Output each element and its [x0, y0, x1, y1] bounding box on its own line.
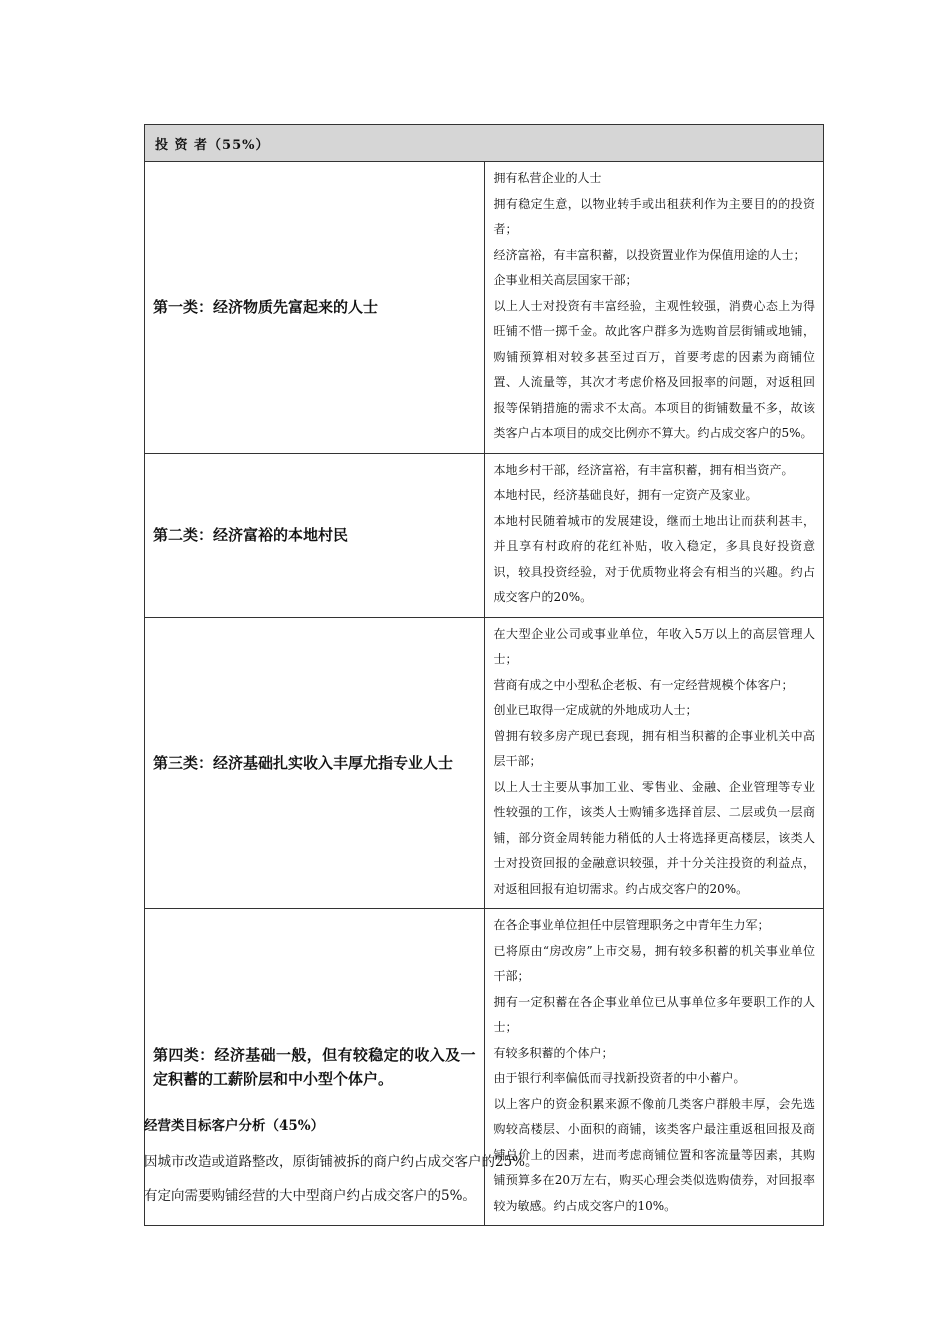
- description-line: 已将原由“房改房”上市交易，拥有较多积蓄的机关事业单位干部；: [493, 943, 815, 983]
- description-line: 本地村民，经济基础良好，拥有一定资产及家业。: [493, 488, 758, 502]
- category-cell: 第二类：经济富裕的本地村民: [145, 453, 485, 617]
- description-line: 拥有私营企业的人士: [493, 171, 602, 185]
- investor-table: [144, 124, 824, 1226]
- description-line: 由于银行利率偏低而寻找新投资者的中小蓄户。: [493, 1071, 746, 1085]
- description-cell: [484, 909, 824, 1226]
- description-line: 本地村民随着城市的发展建设，继而土地出让而获利甚丰，并且享有村政府的花红补贴，收入稳定，多具良好投资意识，较具投资经验，对于优质物业将会有相当的兴趣。约占成交客户的20%。: [493, 513, 815, 604]
- description-line: 以上客户的资金积累来源不像前几类客户群般丰厚，会先选购较高楼层、小面积的商铺，该类客户最注重返租回报及商铺总价上的因素，进而考虑商铺位置和客流量等因素，其购铺预算多在20万左右，购买心理会类似选购债券，对回报率较为敏感。约占成交客户的10%。: [493, 1096, 815, 1213]
- description-line: 在各企事业单位担任中层管理职务之中青年生力军；: [493, 918, 770, 932]
- description-cell: [484, 453, 824, 617]
- category-cell: 第四类：经济基础一般，但有较稳定的收入及一定积蓄的工薪阶层和中小型个体户。: [145, 909, 485, 1226]
- description-cell: [484, 617, 824, 909]
- description-line: 拥有一定积蓄在各企事业单位已从事单位多年要职工作的人士；: [493, 994, 815, 1034]
- description-line: 以上人士主要从事加工业、零售业、金融、企业管理等专业性较强的工作，该类人士购铺多选择首层、二层或负一层商铺，部分资金周转能力稍低的人士将选择更高楼层，该类人士对投资回报的金融意识较强，并十分关注投资的利益点，对返租回报有迫切需求。约占成交客户的20%。: [493, 779, 815, 896]
- description-line: 营商有成之中小型私企老板、有一定经营规模个体客户；: [493, 677, 794, 692]
- business-section-title: 经营类目标客户分析（45%）: [144, 1118, 325, 1134]
- description-line: 创业已取得一定成就的外地成功人士；: [493, 703, 698, 717]
- table-row: [145, 617, 824, 909]
- description-line: 本地乡村干部，经济富裕，有丰富积蓄，拥有相当资产。: [493, 462, 794, 477]
- table-header: 投 资 者（55%）: [145, 125, 824, 162]
- description-line: 有较多积蓄的个体户；: [493, 1045, 614, 1060]
- business-section-line: 有定向需要购铺经营的大中型商户约占成交客户的5%。: [144, 1188, 476, 1204]
- description-line: 经济富裕，有丰富积蓄，以投资置业作为保值用途的人士；: [493, 247, 806, 262]
- table-row: [145, 453, 824, 617]
- description-cell: [484, 162, 824, 454]
- category-cell: 第一类：经济物质先富起来的人士: [145, 162, 485, 454]
- category-cell: 第三类：经济基础扎实收入丰厚尤指专业人士: [145, 617, 485, 909]
- description-line: 拥有稳定生意，以物业转手或出租获利作为主要目的的投资者；: [493, 196, 815, 236]
- description-line: 以上人士对投资有丰富经验，主观性较强，消费心态上为得旺铺不惜一掷千金。故此客户群多为选购首层街铺或地铺，购铺预算相对较多甚至过百万，首要考虑的因素为商铺位置、人流量等，其次才考虑价格及回报率的问题，对返租回报等保销措施的需求不太高。本项目的街铺数量不多，故该类客户占本项目的成交比例亦不算大。约占成交客户的5%。: [493, 298, 815, 440]
- description-line: 在大型企业公司或事业单位，年收入5万以上的高层管理人士；: [493, 626, 815, 666]
- table-row: [145, 162, 824, 454]
- description-line: 企事业相关高层国家干部；: [493, 273, 638, 287]
- business-section-line: 因城市改造或道路整改，原街铺被拆的商户约占成交客户的25%。: [144, 1154, 539, 1170]
- table-header-row: [145, 125, 824, 162]
- description-line: 曾拥有较多房产现已套现，拥有相当积蓄的企事业机关中高层干部；: [493, 728, 815, 768]
- table-row: [145, 909, 824, 1226]
